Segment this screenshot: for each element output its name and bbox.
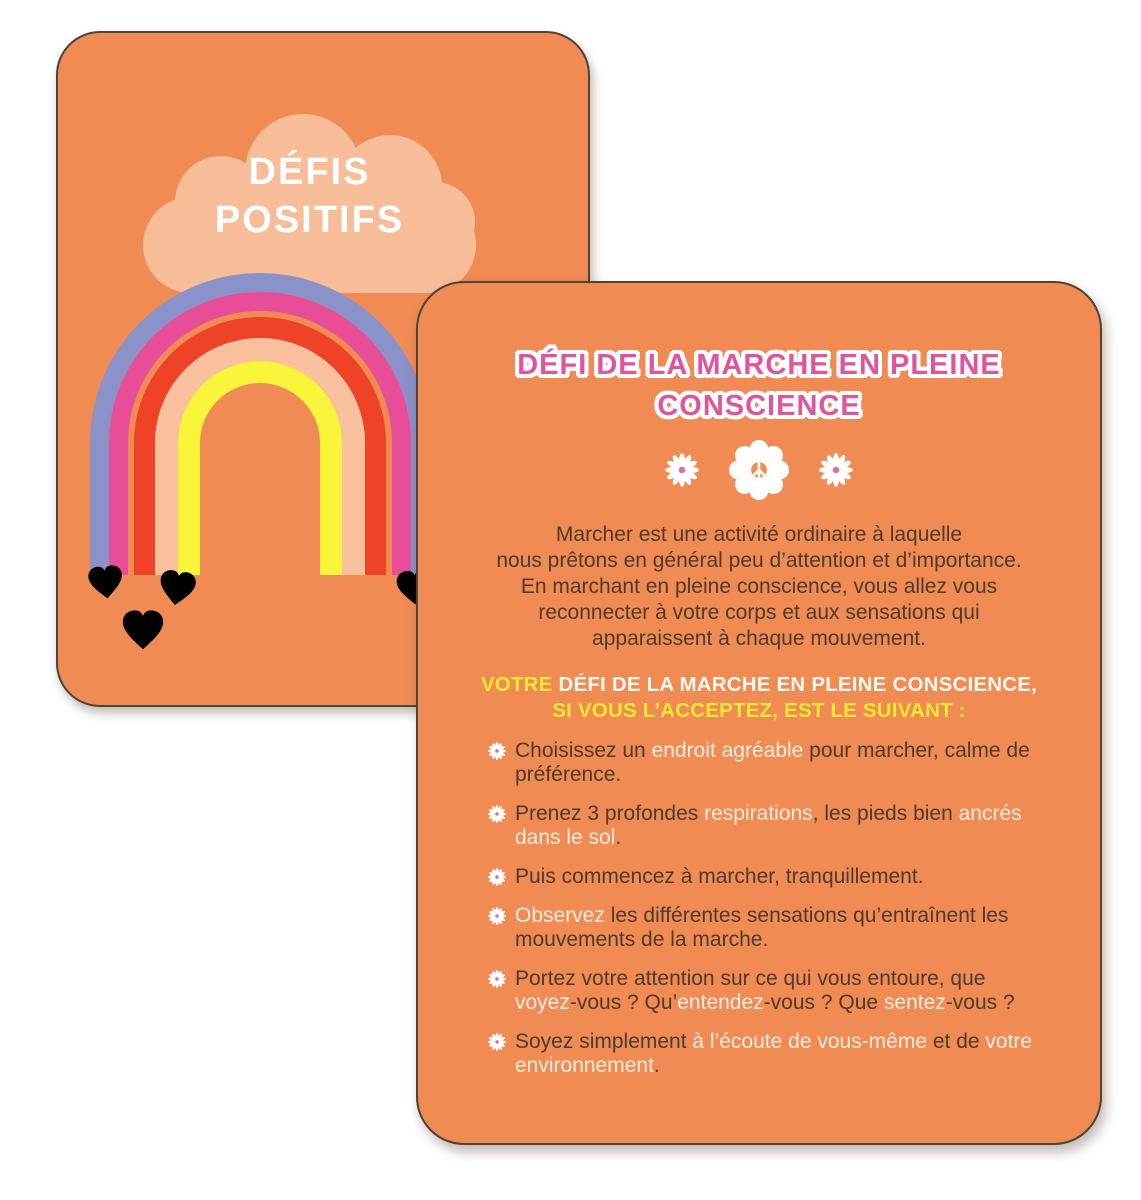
challenge-title-line1: DÉFI DE LA MARCHE EN PLEINE bbox=[517, 349, 1001, 381]
heart-icon bbox=[84, 562, 128, 606]
step-text-highlight: à l’écoute de vous-même bbox=[692, 1030, 928, 1053]
challenge-step bbox=[488, 904, 1044, 952]
step-text: -vous ? Que bbox=[763, 991, 884, 1014]
daisy-bullet-icon bbox=[488, 805, 506, 823]
challenge-heading-line2 bbox=[418, 698, 1100, 724]
step-text: et de bbox=[927, 1030, 986, 1053]
challenge-steps-list bbox=[488, 739, 1044, 1078]
step-text: Prenez 3 profondes bbox=[515, 802, 705, 825]
step-text: Puis commencez à marcher, tranquillement. bbox=[515, 865, 924, 888]
challenge-title-line2: CONSCIENCE bbox=[657, 390, 861, 422]
heart-icon bbox=[119, 608, 167, 656]
deck-title-line1: DÉFIS bbox=[248, 151, 371, 193]
intro-paragraph bbox=[418, 522, 1100, 652]
rainbow-icon bbox=[88, 271, 432, 581]
intro-line: apparaissent à chaque mouvement. bbox=[592, 627, 926, 650]
front-card bbox=[416, 281, 1102, 1145]
step-text: -vous ? bbox=[945, 991, 1015, 1014]
heading-segment: VOTRE bbox=[480, 673, 559, 696]
daisy-icon bbox=[819, 453, 853, 487]
challenge-step bbox=[488, 1030, 1044, 1078]
step-text-highlight: votre environnement bbox=[515, 1030, 1033, 1077]
heading-segment: SI VOUS L’ACCEPTEZ, EST LE SUIVANT : bbox=[552, 699, 966, 722]
challenge-step bbox=[488, 739, 1044, 787]
challenge-heading-line1 bbox=[418, 672, 1100, 698]
daisy-bullet-icon bbox=[488, 742, 506, 760]
step-text-highlight: endroit agréable bbox=[651, 739, 804, 762]
step-text: Soyez simplement bbox=[515, 1030, 693, 1053]
step-text: Portez votre attention sur ce qui vous entoure, que bbox=[515, 967, 986, 990]
step-text: pour marcher, calme de préférence. bbox=[515, 739, 1030, 786]
daisy-bullet-icon bbox=[488, 907, 506, 925]
intro-line: nous prêtons en général peu d’attention et d’importance. bbox=[496, 549, 1022, 572]
daisy-icon bbox=[665, 453, 699, 487]
intro-line: En marchant en pleine conscience, vous allez vous bbox=[520, 575, 998, 598]
challenge-step bbox=[488, 967, 1044, 1015]
challenge-title bbox=[436, 345, 1082, 427]
step-text-highlight: Observez bbox=[515, 904, 605, 927]
step-text-highlight: voyez bbox=[515, 991, 570, 1014]
deck-title-line2: POSITIFS bbox=[214, 199, 405, 241]
heading-segment: DÉFI DE LA MARCHE EN PLEINE CONSCIENCE, bbox=[558, 673, 1038, 696]
step-text: . bbox=[615, 826, 622, 849]
step-text-highlight: respirations bbox=[704, 802, 813, 825]
challenge-heading bbox=[418, 672, 1100, 724]
peace-flower-icon bbox=[729, 440, 789, 500]
intro-line: Marcher est une activité ordinaire à laquelle bbox=[555, 523, 963, 546]
challenge-step bbox=[488, 802, 1044, 850]
heart-icon bbox=[153, 566, 200, 613]
deck-title bbox=[143, 148, 476, 244]
step-text-highlight: entendez bbox=[677, 991, 764, 1014]
step-text: les différentes sensations qu’entraînent les mouvements de la marche. bbox=[515, 904, 1009, 951]
step-text-highlight: sentez bbox=[883, 991, 946, 1014]
step-text: , les pieds bien bbox=[812, 802, 959, 825]
flower-decoration-row bbox=[418, 439, 1100, 501]
daisy-bullet-icon bbox=[488, 970, 506, 988]
step-text: . bbox=[653, 1054, 660, 1077]
challenge-step bbox=[488, 865, 1044, 889]
daisy-bullet-icon bbox=[488, 868, 506, 886]
step-text: -vous ? Qu’ bbox=[569, 991, 678, 1014]
intro-line: reconnecter à votre corps et aux sensations qui bbox=[538, 601, 980, 624]
daisy-bullet-icon bbox=[488, 1033, 506, 1051]
step-text-highlight: ancrés dans le sol bbox=[515, 802, 1022, 849]
step-text: Choisissez un bbox=[515, 739, 652, 762]
